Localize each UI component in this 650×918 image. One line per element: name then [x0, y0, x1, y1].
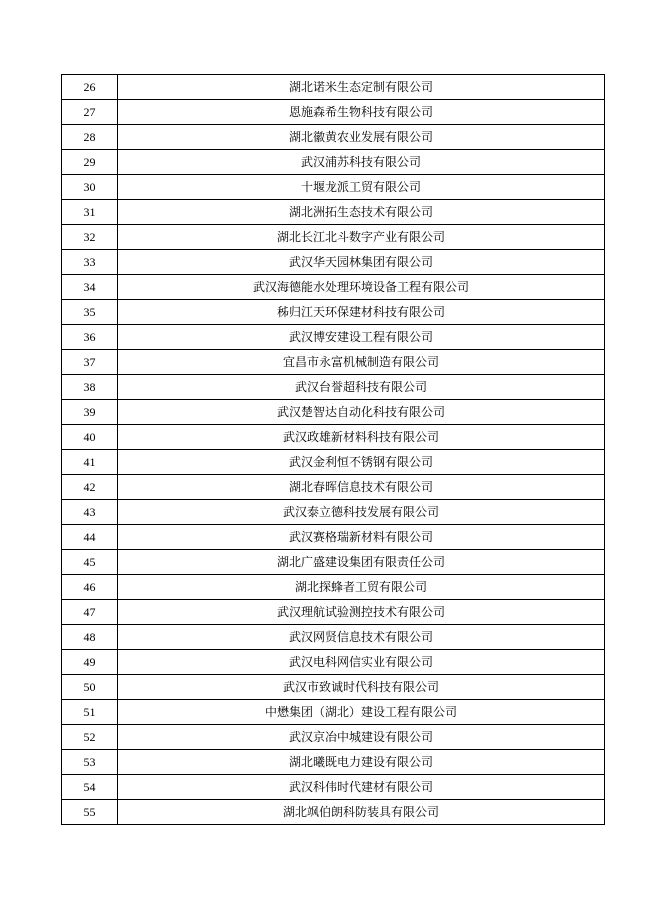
- company-name: 湖北徽黄农业发展有限公司: [118, 125, 605, 150]
- row-number: 48: [62, 625, 118, 650]
- row-number: 41: [62, 450, 118, 475]
- company-name: 宜昌市永富机械制造有限公司: [118, 350, 605, 375]
- table-row: [62, 350, 605, 375]
- table-row: [62, 500, 605, 525]
- row-number: 33: [62, 250, 118, 275]
- company-name: 武汉泰立德科技发展有限公司: [118, 500, 605, 525]
- table-row: [62, 125, 605, 150]
- company-name: 湖北洲拓生态技术有限公司: [118, 200, 605, 225]
- row-number: 35: [62, 300, 118, 325]
- row-number: 46: [62, 575, 118, 600]
- company-name: 湖北广盛建设集团有限责任公司: [118, 550, 605, 575]
- table-row: [62, 600, 605, 625]
- row-number: 38: [62, 375, 118, 400]
- company-name: 武汉楚智达自动化科技有限公司: [118, 400, 605, 425]
- company-name: 湖北曦既电力建设有限公司: [118, 750, 605, 775]
- table-row: [62, 425, 605, 450]
- row-number: 40: [62, 425, 118, 450]
- table-row: [62, 575, 605, 600]
- table-row: [62, 300, 605, 325]
- company-list-body: [62, 75, 605, 825]
- row-number: 44: [62, 525, 118, 550]
- row-number: 55: [62, 800, 118, 825]
- row-number: 54: [62, 775, 118, 800]
- row-number: 32: [62, 225, 118, 250]
- table-row: [62, 75, 605, 100]
- company-name: 武汉赛格瑞新材料有限公司: [118, 525, 605, 550]
- company-name: 武汉浦苏科技有限公司: [118, 150, 605, 175]
- table-row: [62, 650, 605, 675]
- row-number: 53: [62, 750, 118, 775]
- table-row: [62, 675, 605, 700]
- table-row: [62, 100, 605, 125]
- company-name: 武汉京冶中城建设有限公司: [118, 725, 605, 750]
- table-row: [62, 625, 605, 650]
- row-number: 27: [62, 100, 118, 125]
- row-number: 47: [62, 600, 118, 625]
- company-name: 十堰龙派工贸有限公司: [118, 175, 605, 200]
- company-name: 武汉政雄新材料科技有限公司: [118, 425, 605, 450]
- row-number: 34: [62, 275, 118, 300]
- table-row: [62, 700, 605, 725]
- row-number: 39: [62, 400, 118, 425]
- table-row: [62, 200, 605, 225]
- row-number: 51: [62, 700, 118, 725]
- company-name: 武汉市致诚时代科技有限公司: [118, 675, 605, 700]
- company-name: 湖北探蜂者工贸有限公司: [118, 575, 605, 600]
- table-row: [62, 325, 605, 350]
- row-number: 29: [62, 150, 118, 175]
- table-row: [62, 225, 605, 250]
- company-list-table: [61, 74, 605, 825]
- table-row: [62, 275, 605, 300]
- row-number: 31: [62, 200, 118, 225]
- company-name: 武汉博安建设工程有限公司: [118, 325, 605, 350]
- table-row: [62, 800, 605, 825]
- company-name: 湖北春晖信息技术有限公司: [118, 475, 605, 500]
- company-name: 武汉台誉超科技有限公司: [118, 375, 605, 400]
- row-number: 50: [62, 675, 118, 700]
- company-name: 武汉理航试验测控技术有限公司: [118, 600, 605, 625]
- row-number: 42: [62, 475, 118, 500]
- table-row: [62, 725, 605, 750]
- table-row: [62, 550, 605, 575]
- company-name: 湖北长江北斗数字产业有限公司: [118, 225, 605, 250]
- row-number: 30: [62, 175, 118, 200]
- row-number: 36: [62, 325, 118, 350]
- table-row: [62, 475, 605, 500]
- table-row: [62, 450, 605, 475]
- company-name: 武汉海德能水处理环境设备工程有限公司: [118, 275, 605, 300]
- company-name: 武汉网贤信息技术有限公司: [118, 625, 605, 650]
- row-number: 49: [62, 650, 118, 675]
- row-number: 45: [62, 550, 118, 575]
- row-number: 28: [62, 125, 118, 150]
- company-name: 恩施森希生物科技有限公司: [118, 100, 605, 125]
- company-name: 秭归江天环保建材科技有限公司: [118, 300, 605, 325]
- table-row: [62, 400, 605, 425]
- company-name: 武汉金利恒不锈钢有限公司: [118, 450, 605, 475]
- table-row: [62, 150, 605, 175]
- company-name: 湖北飒伯朗科防装具有限公司: [118, 800, 605, 825]
- row-number: 52: [62, 725, 118, 750]
- company-name: 湖北诺米生态定制有限公司: [118, 75, 605, 100]
- company-name: 武汉华天园林集团有限公司: [118, 250, 605, 275]
- table-row: [62, 375, 605, 400]
- row-number: 43: [62, 500, 118, 525]
- company-name: 武汉科伟时代建材有限公司: [118, 775, 605, 800]
- table-row: [62, 750, 605, 775]
- table-row: [62, 250, 605, 275]
- table-row: [62, 775, 605, 800]
- row-number: 26: [62, 75, 118, 100]
- table-row: [62, 175, 605, 200]
- company-name: 武汉电科网信实业有限公司: [118, 650, 605, 675]
- row-number: 37: [62, 350, 118, 375]
- table-row: [62, 525, 605, 550]
- company-name: 中懋集团（湖北）建设工程有限公司: [118, 700, 605, 725]
